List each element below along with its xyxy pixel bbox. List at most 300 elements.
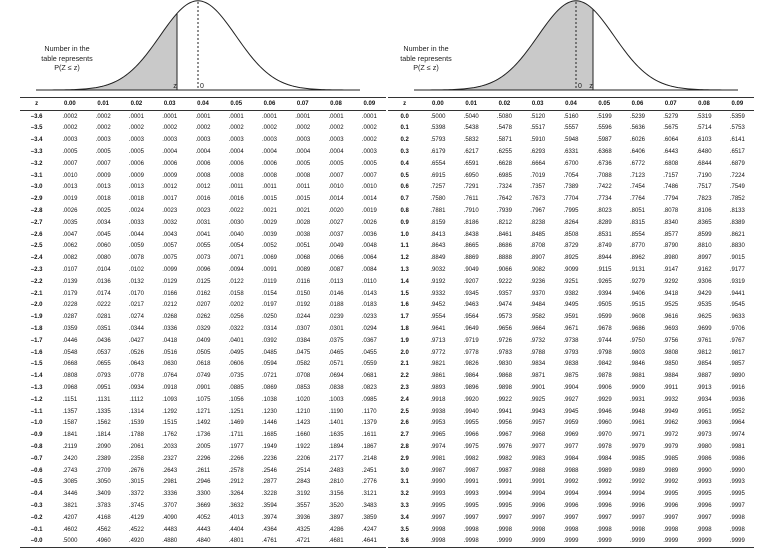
probability-cell: .0011	[262, 184, 277, 191]
table-row	[20, 500, 386, 512]
probability-cell: .9864	[463, 373, 479, 380]
probability-cell: .0002	[128, 125, 144, 132]
positive-z-table	[388, 97, 754, 548]
probability-cell: .5753	[729, 125, 745, 132]
probability-cell: .0202	[228, 302, 244, 309]
probability-cell: .1112	[129, 396, 144, 403]
probability-cell: .9778	[463, 349, 479, 356]
table-row	[20, 335, 386, 347]
probability-cell: .4129	[128, 514, 144, 521]
probability-cell: .7549	[729, 184, 745, 191]
probability-cell: .2206	[295, 455, 311, 462]
probability-cell: .6141	[729, 137, 745, 144]
probability-cell: .0099	[162, 267, 178, 274]
probability-cell: .9834	[530, 361, 546, 368]
probability-cell: .8461	[496, 231, 512, 238]
table-caption	[32, 44, 102, 73]
probability-cell: .0035	[62, 219, 78, 226]
z-value-cell: –3.0	[30, 184, 43, 191]
probability-cell: .9964	[729, 420, 745, 427]
z-value-cell: 0.8	[400, 208, 409, 215]
table-row	[388, 276, 754, 288]
table-row	[388, 477, 754, 489]
probability-cell: .9996	[629, 502, 645, 509]
probability-cell: .6064	[663, 137, 679, 144]
probability-cell: .3821	[62, 502, 78, 509]
probability-cell: .0136	[95, 278, 111, 285]
probability-cell: .2005	[195, 444, 211, 450]
probability-cell: .1562	[95, 420, 111, 427]
probability-cell: .9997	[729, 502, 745, 509]
probability-cell: .0918	[162, 385, 178, 392]
probability-cell: .0023	[195, 208, 211, 215]
table-row	[388, 465, 754, 477]
probability-cell: .8708	[530, 243, 546, 250]
probability-cell: .9995	[729, 491, 745, 498]
probability-cell: .0119	[262, 278, 277, 285]
probability-cell: .9992	[663, 479, 679, 486]
probability-cell: .7580	[430, 196, 446, 203]
probability-cell: .6406	[629, 149, 645, 156]
table-row	[20, 241, 386, 253]
probability-cell: .9948	[629, 408, 645, 415]
probability-cell: .0006	[261, 160, 277, 167]
probability-cell: .9946	[596, 408, 612, 415]
probability-cell: .0029	[261, 219, 277, 226]
z-value-cell: 0.0	[400, 113, 409, 120]
probability-cell: .0012	[195, 184, 211, 191]
probability-cell: .9993	[463, 491, 479, 498]
probability-cell: .0548	[62, 349, 78, 356]
probability-cell: .9982	[463, 455, 479, 462]
probability-cell: .0721	[261, 373, 277, 380]
probability-cell: .6700	[563, 160, 579, 167]
probability-cell: .9998	[563, 526, 579, 533]
probability-cell: .9049	[463, 267, 479, 274]
probability-cell: .9991	[530, 479, 546, 486]
z-value-cell: 0.9	[400, 219, 409, 226]
table-row	[388, 264, 754, 276]
table-row	[20, 182, 386, 194]
probability-cell: .9977	[530, 444, 546, 450]
probability-cell: .0019	[62, 196, 78, 203]
probability-cell: .1788	[128, 432, 144, 439]
probability-cell: .0934	[128, 385, 144, 392]
probability-cell: .9066	[496, 267, 512, 274]
probability-cell: .0116	[295, 278, 311, 285]
z-label: z	[173, 83, 177, 90]
probability-cell: .9996	[663, 502, 679, 509]
probability-cell: .0003	[62, 137, 78, 144]
probability-cell: .1230	[261, 408, 277, 415]
probability-cell: .9989	[663, 467, 679, 474]
z-value-cell: –1.5	[30, 361, 43, 368]
z-value-cell: 2.4	[400, 396, 409, 403]
probability-cell: .2420	[62, 455, 78, 462]
probability-cell: .9965	[430, 432, 446, 439]
probability-cell: .0329	[195, 326, 211, 333]
probability-cell: .9192	[430, 278, 446, 285]
probability-cell: .8643	[430, 243, 446, 250]
z-value-cell: –2.3	[30, 267, 43, 274]
probability-cell: .9973	[696, 432, 712, 439]
probability-cell: .6628	[496, 160, 512, 167]
table-row	[20, 394, 386, 406]
probability-cell: .0014	[361, 196, 377, 203]
probability-cell: .0034	[95, 219, 111, 226]
probability-cell: .9971	[629, 432, 645, 439]
probability-cell: .0122	[228, 278, 244, 285]
probability-cell: .6808	[663, 160, 679, 167]
probability-cell: .0375	[328, 337, 344, 344]
probability-cell: .1894	[328, 444, 344, 450]
probability-cell: .0125	[195, 278, 211, 285]
table-row	[388, 146, 754, 158]
probability-cell: .0002	[228, 125, 244, 132]
z-value-cell: 1.9	[400, 337, 409, 344]
probability-cell: .5080	[496, 113, 512, 120]
probability-cell: .9976	[496, 444, 512, 450]
probability-cell: .0359	[62, 326, 78, 333]
z-value-cell: –0.8	[30, 444, 43, 450]
probability-cell: .0307	[295, 326, 311, 333]
probability-cell: .9131	[629, 267, 645, 274]
probability-cell: .6950	[463, 172, 479, 179]
probability-cell: .0005	[62, 149, 78, 156]
probability-cell: .9990	[430, 479, 446, 486]
probability-cell: .6026	[629, 137, 645, 144]
table-row	[20, 418, 386, 430]
probability-cell: .0427	[128, 337, 144, 344]
table-row	[388, 288, 754, 300]
probability-cell: .6293	[530, 149, 546, 156]
probability-cell: .4443	[195, 526, 211, 533]
probability-cell: .2611	[195, 467, 211, 474]
probability-cell: .2177	[328, 455, 344, 462]
probability-cell: .1711	[228, 432, 244, 439]
probability-cell: .4168	[95, 514, 111, 521]
probability-cell: .2119	[62, 444, 78, 450]
z-value-cell: 2.2	[400, 373, 409, 380]
probability-cell: .1469	[228, 420, 244, 427]
probability-cell: .8023	[596, 208, 612, 215]
probability-cell: .0003	[95, 137, 111, 144]
probability-cell: .3192	[295, 491, 311, 498]
probability-cell: .6772	[629, 160, 645, 167]
probability-cell: .8944	[596, 255, 612, 262]
table-row	[388, 205, 754, 217]
probability-cell: .0013	[95, 184, 111, 191]
probability-cell: .0078	[128, 255, 144, 262]
z-value-cell: 2.1	[400, 361, 409, 368]
probability-cell: .0003	[295, 137, 311, 144]
probability-cell: .0322	[228, 326, 244, 333]
probability-cell: .8438	[463, 231, 479, 238]
probability-cell: .9998	[421, 535, 454, 547]
probability-cell: .5478	[496, 125, 512, 132]
z-value-cell: –2.2	[30, 278, 43, 285]
probability-cell: .0066	[328, 255, 344, 262]
column-header: 0.00	[53, 98, 86, 111]
probability-cell: .9999	[588, 535, 621, 547]
probability-cell: .9994	[629, 491, 645, 498]
probability-cell: .9838	[563, 361, 579, 368]
probability-cell: .4522	[128, 526, 144, 533]
probability-cell: .0001	[195, 113, 211, 120]
probability-cell: .8790	[663, 243, 679, 250]
probability-cell: .0041	[195, 231, 211, 238]
column-header: 0.06	[253, 98, 286, 111]
probability-cell: .9963	[696, 420, 712, 427]
probability-cell: .9990	[696, 467, 712, 474]
probability-cell: .9868	[496, 373, 512, 380]
probability-cell: .3707	[162, 502, 178, 509]
probability-cell: .0094	[228, 267, 244, 274]
probability-cell: .0143	[361, 290, 377, 297]
probability-cell: .9967	[496, 432, 512, 439]
probability-cell: .8888	[496, 255, 512, 262]
probability-cell: .4562	[95, 526, 111, 533]
z-value-cell: –2.0	[30, 302, 43, 309]
z-value-cell: –1.9	[30, 314, 43, 321]
probability-cell: .0244	[295, 314, 311, 321]
probability-cell: .9564	[463, 314, 479, 321]
probability-cell: .9922	[496, 396, 512, 403]
z-value-cell: 0.1	[400, 125, 409, 132]
table-row	[20, 311, 386, 323]
probability-cell: .1379	[361, 420, 377, 427]
probability-cell: .5675	[663, 125, 679, 132]
probability-cell: .0001	[128, 113, 144, 120]
z-value-cell: 3.6	[388, 535, 421, 547]
probability-cell: .9878	[596, 373, 612, 380]
probability-cell: .9699	[696, 326, 712, 333]
probability-cell: .0139	[62, 278, 78, 285]
probability-cell: .9484	[530, 302, 546, 309]
probability-cell: .9975	[463, 444, 479, 450]
probability-cell: .7881	[430, 208, 446, 215]
probability-cell: .9082	[530, 267, 546, 274]
probability-cell: .9406	[629, 290, 645, 297]
table-row	[388, 394, 754, 406]
probability-cell: .1151	[62, 396, 78, 403]
probability-cell: .0062	[62, 243, 78, 250]
probability-cell: .5199	[596, 113, 612, 120]
probability-cell: .0268	[162, 314, 178, 321]
probability-cell: .9981	[430, 455, 446, 462]
probability-cell: .9987	[463, 467, 479, 474]
probability-cell: .9997	[496, 514, 512, 521]
probability-cell: .7357	[530, 184, 546, 191]
probability-cell: .0049	[328, 243, 344, 250]
probability-cell: .5714	[696, 125, 712, 132]
caption-line: Number in the	[44, 44, 90, 53]
probability-cell: .0436	[95, 337, 111, 344]
probability-cell: .8315	[629, 219, 645, 226]
probability-cell: .9641	[430, 326, 446, 333]
probability-cell: .7910	[463, 208, 479, 215]
probability-cell: .9936	[729, 396, 745, 403]
table-row	[20, 429, 386, 441]
probability-cell: .0002	[361, 137, 377, 144]
probability-cell: .9997	[530, 514, 546, 521]
probability-cell: .9279	[629, 278, 645, 285]
table-row	[388, 300, 754, 312]
probability-cell: .2483	[328, 467, 344, 474]
probability-cell: .0384	[295, 337, 311, 344]
probability-cell: .4483	[162, 526, 178, 533]
probability-cell: .0455	[361, 349, 377, 356]
probability-cell: .7704	[563, 196, 579, 203]
probability-cell: .0003	[195, 137, 211, 144]
probability-cell: .0012	[162, 184, 178, 191]
probability-cell: .9927	[563, 396, 579, 403]
probability-cell: .9998	[729, 514, 745, 521]
probability-cell: .6879	[729, 160, 745, 167]
probability-cell: .5948	[563, 137, 579, 144]
probability-cell: .4052	[195, 514, 211, 521]
probability-cell: .0174	[95, 290, 111, 297]
probability-cell: .9974	[729, 432, 745, 439]
probability-cell: .9429	[696, 290, 712, 297]
table-row	[20, 288, 386, 300]
probability-cell: .7611	[463, 196, 479, 203]
probability-cell: .0032	[162, 219, 178, 226]
probability-cell: .9808	[663, 349, 679, 356]
probability-cell: .9941	[496, 408, 512, 415]
probability-cell: .0006	[228, 160, 244, 167]
probability-cell: .9938	[430, 408, 446, 415]
probability-cell: .9996	[696, 502, 712, 509]
probability-cell: .7734	[596, 196, 612, 203]
probability-cell: .0082	[62, 255, 78, 262]
probability-cell: .3783	[95, 502, 111, 509]
z-value-cell: –2.4	[30, 255, 43, 262]
probability-cell: .9382	[563, 290, 579, 297]
probability-cell: .9251	[563, 278, 579, 285]
probability-cell: .3121	[361, 491, 377, 498]
probability-cell: .0006	[128, 160, 144, 167]
table-row	[20, 370, 386, 382]
z-value-cell: 3.3	[400, 502, 409, 509]
probability-cell: .9987	[430, 467, 446, 474]
probability-cell: .1271	[195, 408, 211, 415]
table-row	[388, 229, 754, 241]
probability-cell: .9987	[496, 467, 512, 474]
probability-cell: .4286	[328, 526, 344, 533]
z-value-cell: –3.3	[30, 149, 43, 156]
probability-cell: .4681	[319, 535, 352, 547]
probability-cell: .9997	[430, 514, 446, 521]
probability-cell: .0008	[195, 172, 211, 179]
probability-cell: .9713	[430, 337, 446, 344]
header-row	[388, 98, 754, 111]
probability-cell: .9999	[554, 535, 587, 547]
probability-cell: .9993	[729, 479, 745, 486]
probability-cell: .4721	[286, 535, 319, 547]
probability-cell: .9934	[696, 396, 712, 403]
probability-cell: .1949	[261, 444, 277, 450]
z-value-cell: –0.1	[30, 526, 43, 533]
table-caption	[391, 44, 461, 73]
probability-cell: .9991	[496, 479, 512, 486]
table-row	[20, 217, 386, 229]
probability-cell: .9345	[463, 290, 479, 297]
probability-cell: .2389	[95, 455, 111, 462]
probability-cell: .1003	[328, 396, 344, 403]
probability-cell: .0021	[295, 208, 311, 215]
probability-cell: .9906	[596, 385, 612, 392]
probability-cell: .9394	[596, 290, 612, 297]
probability-cell: .0054	[228, 243, 244, 250]
probability-cell: .0010	[328, 184, 344, 191]
probability-cell: .7995	[563, 208, 579, 215]
probability-cell: .0005	[128, 149, 144, 156]
probability-cell: .9719	[463, 337, 479, 344]
probability-cell: .8289	[596, 219, 612, 226]
probability-cell: .0073	[195, 255, 211, 262]
probability-cell: .0170	[128, 290, 144, 297]
probability-cell: .1660	[295, 432, 311, 439]
z-value-cell: 1.7	[400, 314, 409, 321]
probability-cell: .9871	[530, 373, 546, 380]
z-value-cell: –0.7	[30, 455, 43, 462]
probability-cell: .0197	[261, 302, 277, 309]
probability-cell: .7764	[629, 196, 645, 203]
table-row	[20, 524, 386, 536]
probability-cell: .1251	[228, 408, 244, 415]
probability-cell: .0002	[95, 125, 111, 132]
probability-cell: .8078	[663, 208, 679, 215]
probability-cell: .0485	[261, 349, 277, 356]
column-header: 0.03	[521, 98, 554, 111]
probability-cell: .9984	[596, 455, 612, 462]
probability-cell: .9599	[596, 314, 612, 321]
table-row	[20, 347, 386, 359]
probability-cell: .9616	[663, 314, 679, 321]
probability-cell: .0047	[62, 231, 78, 238]
probability-cell: .9441	[729, 290, 745, 297]
probability-cell: .6844	[696, 160, 712, 167]
probability-cell: .9032	[430, 267, 446, 274]
probability-cell: .1867	[361, 444, 377, 450]
probability-cell: .0008	[261, 172, 277, 179]
probability-cell: .0007	[361, 172, 377, 179]
probability-cell: .9821	[430, 361, 446, 368]
probability-cell: .9999	[721, 535, 754, 547]
probability-cell: .9793	[563, 349, 579, 356]
probability-cell: .8907	[530, 255, 546, 262]
probability-cell: .0475	[295, 349, 311, 356]
probability-cell: .0023	[162, 208, 178, 215]
probability-cell: .7967	[530, 208, 546, 215]
probability-cell: .0367	[361, 337, 377, 344]
probability-cell: .7324	[496, 184, 512, 191]
table-row	[20, 110, 386, 122]
probability-cell: .4920	[120, 535, 153, 547]
probability-cell: .9881	[629, 373, 645, 380]
column-header: 0.00	[421, 98, 454, 111]
probability-cell: .9997	[663, 514, 679, 521]
probability-cell: .9998	[696, 526, 712, 533]
probability-cell: .8186	[463, 219, 479, 226]
z-value-cell: 2.0	[400, 349, 409, 356]
probability-cell: .6517	[729, 149, 745, 156]
probability-cell: .3483	[361, 502, 377, 509]
table-row	[388, 252, 754, 264]
probability-cell: .0084	[361, 267, 377, 274]
z-value-cell: –2.7	[30, 219, 43, 226]
